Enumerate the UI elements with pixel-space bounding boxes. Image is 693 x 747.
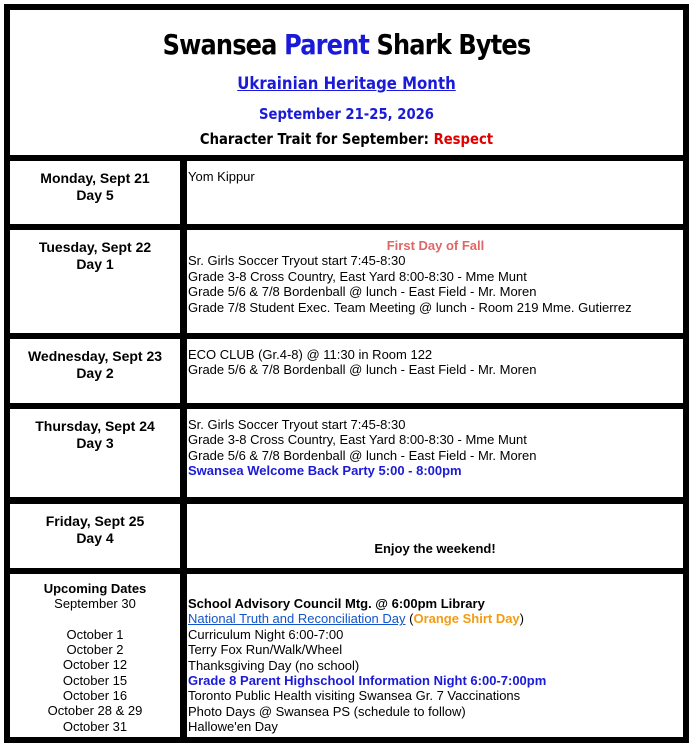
upcoming-date: October 31 [62,718,128,734]
upcoming-date: October 15 [62,672,128,688]
day-row-tuesday [10,230,683,333]
day-events [187,409,683,497]
day-row-friday [10,504,683,568]
week-dates: September 21-25, 2026 [258,105,435,123]
day-label: Friday, Sept 25 Day 4 [10,504,180,568]
character-trait: Character Trait for September: Respect [199,130,494,148]
event-item: ECO CLUB (Gr.4-8) @ 11:30 in Room 122 [188,347,433,362]
first-day-of-fall: First Day of Fall [386,238,485,253]
upcoming-event: Terry Fox Run/Walk/Wheel [188,642,343,658]
event-item: Sr. Girls Soccer Tryout start 7:45-8:30 [188,417,406,432]
event-item: Grade 7/8 Student Exec. Team Meeting @ lunch - Room 219 Mme. Gutierrez [188,299,632,315]
event-item: Grade 5/6 & 7/8 Bordenball @ lunch - East Field - Mr. Moren [188,362,537,378]
day-events [187,230,683,333]
day-label: Monday, Sept 21 Day 5 [10,161,180,224]
upcoming-event: Hallowe'en Day [188,719,278,735]
day-row-thursday [10,409,683,497]
newsletter-page [4,4,689,743]
event-item: Grade 3-8 Cross Country, East Yard 8:00-8:30 - Mme Munt [188,432,527,448]
day-row-monday [10,161,683,224]
upcoming-dates-row [10,574,683,737]
event-item: Sr. Girls Soccer Tryout start 7:45-8:30 [188,253,406,269]
truth-reconciliation-link[interactable]: National Truth and Reconciliation Day [188,611,406,627]
upcoming-date: October 2 [66,642,124,658]
upcoming-date: October 28 & 29 [47,703,143,719]
event-item: Grade 5/6 & 7/8 Bordenball @ lunch - East Field - Mr. Moren [188,284,537,300]
day-label: Wednesday, Sept 23 Day 2 [10,339,180,403]
weekend-message: Enjoy the weekend! [374,541,496,556]
newsletter-title: Swansea Parent Shark Bytes [162,28,531,61]
day-events [187,161,683,224]
upcoming-event: Photo Days @ Swansea PS (schedule to follow) [188,703,466,719]
upcoming-events-list [187,574,683,737]
upcoming-date: October 12 [62,657,128,673]
day-events [187,504,683,568]
upcoming-event: Thanksgiving Day (no school) [188,657,360,673]
newsletter-header [10,10,683,155]
upcoming-dates-list [10,574,180,737]
upcoming-event: Curriculum Night 6:00-7:00 [188,626,344,642]
upcoming-date: October 16 [62,688,128,704]
upcoming-date: September 30 [54,596,136,612]
event-item: Yom Kippur [188,169,255,184]
upcoming-event: Grade 8 Parent Highschool Information Night 6:00-7:00pm [188,673,547,689]
day-events [187,339,683,403]
spacer [10,612,180,627]
welcome-back-party: Swansea Welcome Back Party 5:00 - 8:00pm [188,463,462,479]
event-item: Grade 3-8 Cross Country, East Yard 8:00-8:30 - Mme Munt [188,268,527,284]
upcoming-event: Toronto Public Health visiting Swansea Gr. 7 Vaccinations [188,688,521,704]
upcoming-date: October 1 [66,626,124,642]
heritage-month-link[interactable]: Ukrainian Heritage Month [237,74,456,94]
day-label: Tuesday, Sept 22 Day 1 [10,230,180,333]
upcoming-event: School Advisory Council Mtg. @ 6:00pm Library [188,596,485,611]
day-label: Thursday, Sept 24 Day 3 [10,409,180,497]
day-row-wednesday [10,339,683,403]
event-item: Grade 5/6 & 7/8 Bordenball @ lunch - East Field - Mr. Moren [188,447,537,463]
upcoming-heading: Upcoming Dates [43,581,147,596]
upcoming-event: National Truth and Reconciliation Day (Orange Shirt Day) [188,611,525,627]
